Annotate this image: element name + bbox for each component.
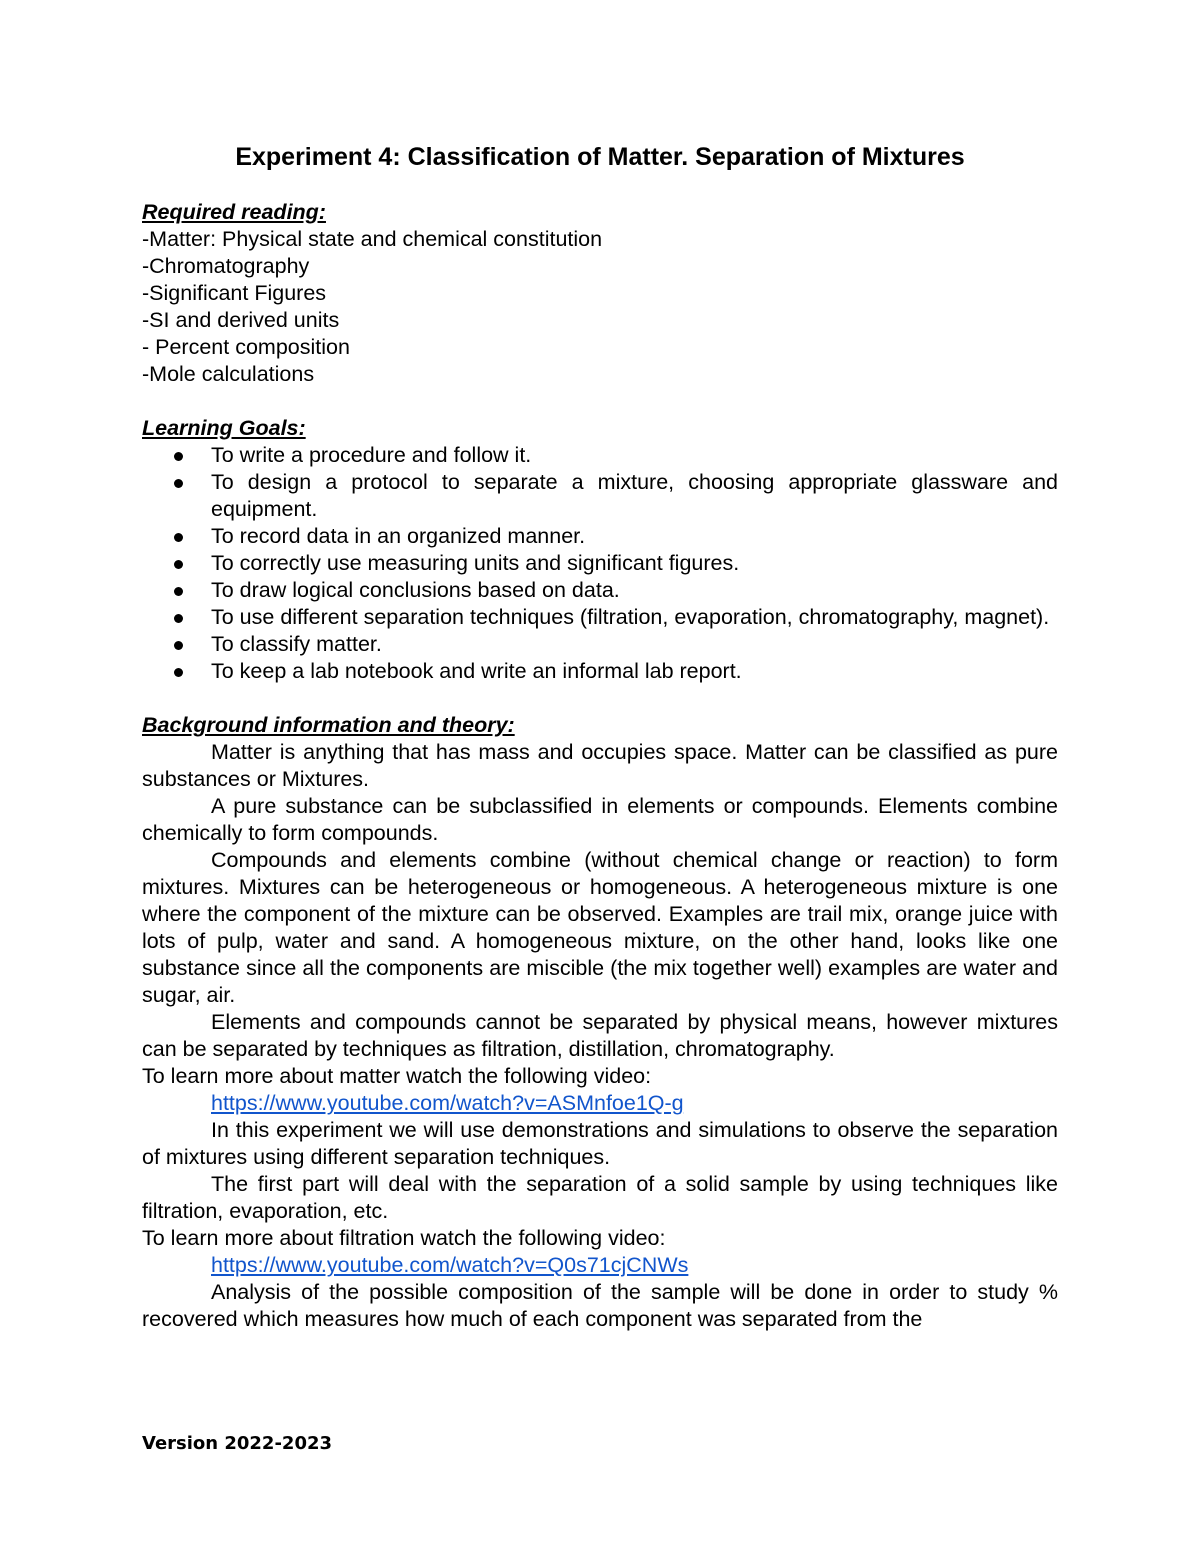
required-reading-section [142, 199, 1058, 388]
bullet-icon [174, 668, 183, 677]
background-paragraph: Matter is anything that has mass and occupies space. Matter can be classified as pure substances or Mixtures. [142, 740, 1058, 791]
background-heading: Background information and theory: [142, 713, 515, 737]
bullet-icon [174, 560, 183, 569]
reading-item: -Significant Figures [142, 281, 327, 305]
goal-text: To draw logical conclusions based on data. [211, 578, 620, 602]
spacer [142, 685, 1058, 712]
reading-item: -Matter: Physical state and chemical constitution [142, 227, 603, 251]
goal-item [142, 442, 1058, 469]
goal-item [142, 550, 1058, 577]
page-title: Experiment 4: Classification of Matter. Separation of Mixtures [235, 143, 965, 171]
background-section [142, 712, 1058, 1333]
video-link-line [142, 1252, 1058, 1279]
bullet-icon [174, 614, 183, 623]
video-link-line [142, 1090, 1058, 1117]
video-intro-filtration: To learn more about filtration watch the following video: [142, 1226, 666, 1250]
background-paragraph: Compounds and elements combine (without chemical change or reaction) to form mixtures. Mixtures can be heterogeneous or homogeneous. A heterogeneous mixture is one where the component of the mixture can be observed. Examples are trail mix, orange juice with lots of pulp, water and sand. A homogeneous mixture, on the other hand, looks like one substance since all the components are miscible (the mix together well) examples are water and sugar, air. [142, 848, 1058, 1007]
goal-item [142, 604, 1058, 631]
goal-text: To use different separation techniques (filtration, evaporation, chromatography, magnet). [211, 605, 1050, 629]
bullet-icon [174, 587, 183, 596]
goal-text: To keep a lab notebook and write an informal lab report. [211, 659, 742, 683]
matter-video-link[interactable]: https://www.youtube.com/watch?v=ASMnfoe1Q-g [211, 1091, 684, 1115]
learning-goals-list [142, 442, 1058, 685]
required-reading-heading: Required reading: [142, 200, 326, 224]
version-footer: Version 2022-2023 [142, 1433, 333, 1454]
background-paragraph: The first part will deal with the separation of a solid sample by using techniques like filtration, evaporation, etc. [142, 1172, 1058, 1223]
background-paragraph: A pure substance can be subclassified in elements or compounds. Elements combine chemically to form compounds. [142, 794, 1058, 845]
learning-goals-heading: Learning Goals: [142, 416, 306, 440]
bullet-icon [174, 452, 183, 461]
background-paragraph: Analysis of the possible composition of the sample will be done in order to study % recovered which measures how much of each component was separated from the [142, 1280, 1058, 1331]
goal-text: To classify matter. [211, 632, 382, 656]
video-intro-matter: To learn more about matter watch the following video: [142, 1064, 652, 1088]
learning-goals-section [142, 415, 1058, 685]
goal-item [142, 523, 1058, 550]
bullet-icon [174, 641, 183, 650]
bullet-icon [174, 533, 183, 542]
spacer [142, 388, 1058, 415]
goal-item [142, 469, 1058, 523]
reading-item: -Mole calculations [142, 362, 315, 386]
goal-text: To design a protocol to separate a mixture, choosing appropriate glassware and equipment. [211, 470, 1058, 521]
background-paragraph: Elements and compounds cannot be separated by physical means, however mixtures can be separated by techniques as filtration, distillation, chromatography. [142, 1010, 1058, 1061]
bullet-icon [174, 479, 183, 488]
reading-item: -SI and derived units [142, 308, 340, 332]
goal-item [142, 658, 1058, 685]
reading-item: -Chromatography [142, 254, 310, 278]
background-paragraph: In this experiment we will use demonstrations and simulations to observe the separation of mixtures using different separation techniques. [142, 1118, 1058, 1169]
goal-item [142, 631, 1058, 658]
goal-item [142, 577, 1058, 604]
filtration-video-link[interactable]: https://www.youtube.com/watch?v=Q0s71cjCNWs [211, 1253, 689, 1277]
document-page [142, 140, 1058, 1333]
goal-text: To record data in an organized manner. [211, 524, 586, 548]
reading-item: - Percent composition [142, 335, 350, 359]
goal-text: To correctly use measuring units and significant figures. [211, 551, 740, 575]
goal-text: To write a procedure and follow it. [211, 443, 532, 467]
